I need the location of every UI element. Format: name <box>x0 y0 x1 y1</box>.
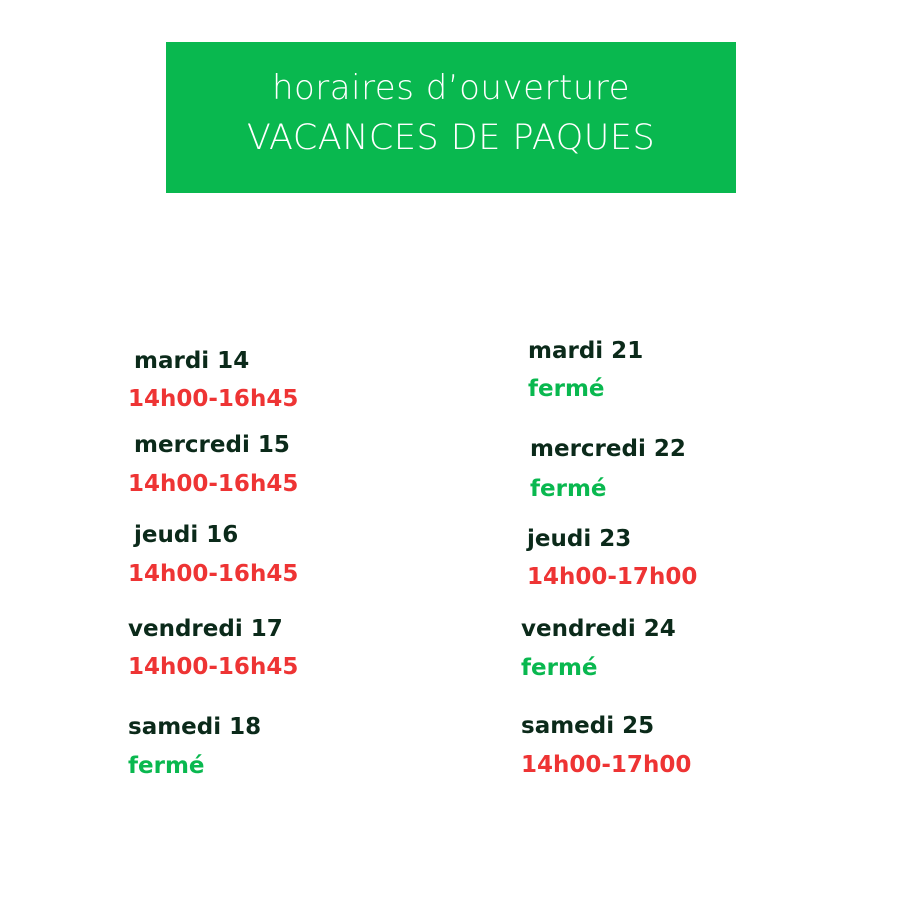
day-label: vendredi 17 <box>128 616 283 642</box>
title-banner <box>166 42 736 193</box>
schedule-entry-samedi-25 <box>521 712 654 740</box>
hours-value: 14h00-17h00 <box>521 752 692 778</box>
schedule-hours-jeudi-23 <box>527 562 697 592</box>
day-label: mercredi 15 <box>134 432 290 458</box>
schedule-hours-samedi-25 <box>521 750 691 780</box>
hours-value: fermé <box>530 476 607 502</box>
schedule-entry-jeudi-23 <box>527 525 631 553</box>
schedule-hours-mercredi-22 <box>530 474 607 504</box>
hours-value: fermé <box>528 376 605 402</box>
hours-value: 14h00-16h45 <box>128 654 299 680</box>
hours-value: fermé <box>128 753 205 779</box>
schedule-hours-mercredi-15 <box>128 469 298 499</box>
day-label: mardi 14 <box>134 348 250 374</box>
day-label: vendredi 24 <box>521 616 676 642</box>
day-label: jeudi 23 <box>527 526 632 552</box>
schedule-entry-samedi-18 <box>128 713 261 741</box>
schedule-entry-mardi-14 <box>134 347 249 375</box>
title-line-easter-holidays: VACANCES DE PAQUES <box>246 118 656 158</box>
schedule-entry-mercredi-22 <box>530 435 686 463</box>
schedule-hours-mardi-21 <box>528 374 605 404</box>
schedule-hours-jeudi-16 <box>128 559 298 589</box>
schedule-hours-vendredi-24 <box>521 653 598 683</box>
hours-value: fermé <box>521 655 598 681</box>
day-label: samedi 25 <box>521 713 655 739</box>
title-line-opening-hours: horaires d’ouverture <box>271 68 631 108</box>
schedule-entry-vendredi-17 <box>128 615 283 643</box>
day-label: mardi 21 <box>528 338 644 364</box>
hours-value: 14h00-16h45 <box>128 471 299 497</box>
hours-value: 14h00-17h00 <box>527 564 698 590</box>
schedule-entry-jeudi-16 <box>134 521 238 549</box>
day-label: mercredi 22 <box>530 436 686 462</box>
schedule-hours-vendredi-17 <box>128 652 298 682</box>
schedule-hours-samedi-18 <box>128 751 205 781</box>
hours-value: 14h00-16h45 <box>128 386 299 412</box>
day-label: jeudi 16 <box>134 522 239 548</box>
schedule-entry-vendredi-24 <box>521 615 676 643</box>
schedule-hours-mardi-14 <box>128 384 298 414</box>
day-label: samedi 18 <box>128 714 262 740</box>
schedule-entry-mardi-21 <box>528 337 643 365</box>
hours-value: 14h00-16h45 <box>128 561 299 587</box>
schedule-entry-mercredi-15 <box>134 431 290 459</box>
